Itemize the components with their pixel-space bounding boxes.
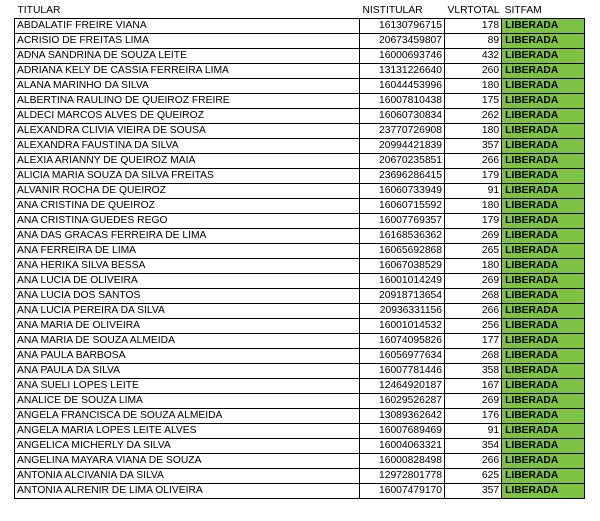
header-vlrtotal: VLRTOTAL	[447, 5, 500, 16]
spreadsheet	[14, 4, 585, 499]
cell-titular: ANA FERREIRA DE LIMA	[15, 244, 360, 259]
cell-sitfam: LIBERADA	[502, 244, 585, 259]
cell-sitfam: LIBERADA	[502, 424, 585, 439]
table-row	[15, 274, 585, 289]
cell-titular: ANA LUCIA DOS SANTOS	[15, 289, 360, 304]
table-row	[15, 49, 585, 64]
table-row	[15, 214, 585, 229]
cell-nistitular: 16001014532	[360, 319, 445, 334]
cell-titular: ANTONIA ALCIVANIA DA SILVA	[15, 469, 360, 484]
table-row	[15, 154, 585, 169]
cell-nistitular: 16067038529	[360, 259, 445, 274]
table-row	[15, 94, 585, 109]
cell-vlrtotal: 260	[445, 64, 502, 79]
cell-vlrtotal: 177	[445, 334, 502, 349]
table-row	[15, 184, 585, 199]
cell-sitfam: LIBERADA	[502, 349, 585, 364]
cell-sitfam: LIBERADA	[502, 49, 585, 64]
cell-titular: ALEXANDRA CLIVIA VIEIRA DE SOUSA	[15, 124, 360, 139]
cell-sitfam: LIBERADA	[502, 94, 585, 109]
table-row	[15, 259, 585, 274]
cell-nistitular: 16000828498	[360, 454, 445, 469]
cell-nistitular: 16007479170	[360, 484, 445, 499]
table-body	[15, 19, 585, 499]
cell-sitfam: LIBERADA	[502, 199, 585, 214]
table-row	[15, 304, 585, 319]
table-row	[15, 394, 585, 409]
cell-nistitular: 16056977634	[360, 349, 445, 364]
cell-nistitular: 16044453996	[360, 79, 445, 94]
cell-sitfam: LIBERADA	[502, 484, 585, 499]
cell-sitfam: LIBERADA	[502, 109, 585, 124]
cell-titular: ANA LUCIA PEREIRA DA SILVA	[15, 304, 360, 319]
cell-vlrtotal: 268	[445, 349, 502, 364]
cell-titular: ANA SUELI LOPES LEITE	[15, 379, 360, 394]
cell-titular: ANALICE DE SOUZA LIMA	[15, 394, 360, 409]
cell-titular: ANA MARIA DE OLIVEIRA	[15, 319, 360, 334]
table-row	[15, 199, 585, 214]
cell-sitfam: LIBERADA	[502, 469, 585, 484]
cell-nistitular: 16168536362	[360, 229, 445, 244]
cell-sitfam: LIBERADA	[502, 259, 585, 274]
cell-vlrtotal: 262	[445, 109, 502, 124]
cell-sitfam: LIBERADA	[502, 394, 585, 409]
cell-sitfam: LIBERADA	[502, 214, 585, 229]
cell-titular: ANGELICA MICHERLY DA SILVA	[15, 439, 360, 454]
cell-nistitular: 16060730834	[360, 109, 445, 124]
header-titular: TITULAR	[17, 5, 61, 16]
cell-nistitular: 12972801778	[360, 469, 445, 484]
cell-vlrtotal: 91	[445, 424, 502, 439]
table-row	[15, 364, 585, 379]
cell-vlrtotal: 357	[445, 139, 502, 154]
cell-titular: ACRISIO DE FREITAS LIMA	[15, 34, 360, 49]
cell-sitfam: LIBERADA	[502, 64, 585, 79]
cell-sitfam: LIBERADA	[502, 319, 585, 334]
cell-sitfam: LIBERADA	[502, 124, 585, 139]
cell-nistitular: 16007810438	[360, 94, 445, 109]
table-row	[15, 484, 585, 499]
cell-nistitular: 23696286415	[360, 169, 445, 184]
cell-titular: ANA CRISTINA GUEDES REGO	[15, 214, 360, 229]
cell-nistitular: 16060715592	[360, 199, 445, 214]
cell-vlrtotal: 625	[445, 469, 502, 484]
cell-titular: ANA LUCIA DE OLIVEIRA	[15, 274, 360, 289]
cell-titular: ANA DAS GRACAS FERREIRA DE LIMA	[15, 229, 360, 244]
cell-vlrtotal: 269	[445, 229, 502, 244]
cell-vlrtotal: 178	[445, 19, 502, 34]
cell-titular: ANGELA MARIA LOPES LEITE ALVES	[15, 424, 360, 439]
beneficiary-table	[14, 4, 585, 499]
cell-nistitular: 16007689469	[360, 424, 445, 439]
cell-vlrtotal: 176	[445, 409, 502, 424]
cell-titular: ALEXANDRA FAUSTINA DA SILVA	[15, 139, 360, 154]
cell-vlrtotal: 266	[445, 304, 502, 319]
cell-sitfam: LIBERADA	[502, 34, 585, 49]
cell-titular: ALEXIA ARIANNY DE QUEIROZ MAIA	[15, 154, 360, 169]
header-sitfam: SITFAM	[504, 5, 542, 16]
cell-vlrtotal: 167	[445, 379, 502, 394]
table-row	[15, 34, 585, 49]
cell-titular: ANTONIA ALRENIR DE LIMA OLIVEIRA	[15, 484, 360, 499]
cell-vlrtotal: 91	[445, 184, 502, 199]
table-row	[15, 169, 585, 184]
cell-sitfam: LIBERADA	[502, 19, 585, 34]
cell-titular: ADNA SANDRINA DE SOUZA LEITE	[15, 49, 360, 64]
table-row	[15, 454, 585, 469]
cell-titular: ANA PAULA DA SILVA	[15, 364, 360, 379]
cell-nistitular: 16060733949	[360, 184, 445, 199]
cell-nistitular: 16130796715	[360, 19, 445, 34]
cell-vlrtotal: 180	[445, 199, 502, 214]
table-row	[15, 79, 585, 94]
table-row	[15, 244, 585, 259]
table-row	[15, 124, 585, 139]
cell-vlrtotal: 89	[445, 34, 502, 49]
table-row	[15, 319, 585, 334]
cell-titular: ABDALATIF FREIRE VIANA	[15, 19, 360, 34]
cell-titular: ANA MARIA DE SOUZA ALMEIDA	[15, 334, 360, 349]
cell-titular: ANGELA FRANCISCA DE SOUZA ALMEIDA	[15, 409, 360, 424]
cell-nistitular: 20670235851	[360, 154, 445, 169]
table-row	[15, 109, 585, 124]
cell-sitfam: LIBERADA	[502, 229, 585, 244]
cell-sitfam: LIBERADA	[502, 334, 585, 349]
cell-vlrtotal: 180	[445, 259, 502, 274]
cell-sitfam: LIBERADA	[502, 379, 585, 394]
cell-titular: ANA CRISTINA DE QUEIROZ	[15, 199, 360, 214]
table-row	[15, 379, 585, 394]
cell-sitfam: LIBERADA	[502, 79, 585, 94]
cell-vlrtotal: 269	[445, 394, 502, 409]
table-row	[15, 64, 585, 79]
cell-nistitular: 16000693746	[360, 49, 445, 64]
table-row	[15, 289, 585, 304]
cell-sitfam: LIBERADA	[502, 139, 585, 154]
table-row	[15, 424, 585, 439]
cell-titular: ALBERTINA RAULINO DE QUEIROZ FREIRE	[15, 94, 360, 109]
table-row	[15, 439, 585, 454]
header-row	[15, 4, 585, 19]
cell-titular: ANA HERIKA SILVA BESSA	[15, 259, 360, 274]
cell-titular: ALDECI MARCOS ALVES DE QUEIROZ	[15, 109, 360, 124]
cell-vlrtotal: 175	[445, 94, 502, 109]
cell-nistitular: 16007769357	[360, 214, 445, 229]
cell-nistitular: 13089362642	[360, 409, 445, 424]
cell-vlrtotal: 432	[445, 49, 502, 64]
cell-sitfam: LIBERADA	[502, 154, 585, 169]
header-nistitular: NISTITULAR	[362, 5, 423, 16]
cell-nistitular: 20994421839	[360, 139, 445, 154]
cell-vlrtotal: 180	[445, 79, 502, 94]
cell-vlrtotal: 180	[445, 124, 502, 139]
cell-vlrtotal: 179	[445, 169, 502, 184]
cell-nistitular: 16029526287	[360, 394, 445, 409]
cell-sitfam: LIBERADA	[502, 169, 585, 184]
cell-vlrtotal: 357	[445, 484, 502, 499]
table-row	[15, 229, 585, 244]
cell-nistitular: 23770726908	[360, 124, 445, 139]
cell-vlrtotal: 268	[445, 289, 502, 304]
cell-titular: ALICIA MARIA SOUZA DA SILVA FREITAS	[15, 169, 360, 184]
cell-titular: ALVANIR ROCHA DE QUEIROZ	[15, 184, 360, 199]
cell-nistitular: 20918713654	[360, 289, 445, 304]
cell-titular: ANGELINA MAYARA VIANA DE SOUZA	[15, 454, 360, 469]
cell-nistitular: 16074095826	[360, 334, 445, 349]
cell-vlrtotal: 266	[445, 454, 502, 469]
cell-vlrtotal: 269	[445, 274, 502, 289]
cell-nistitular: 12464920187	[360, 379, 445, 394]
cell-sitfam: LIBERADA	[502, 184, 585, 199]
cell-vlrtotal: 265	[445, 244, 502, 259]
table-row	[15, 409, 585, 424]
cell-titular: ALANA MARINHO DA SILVA	[15, 79, 360, 94]
table-row	[15, 349, 585, 364]
table-row	[15, 334, 585, 349]
cell-sitfam: LIBERADA	[502, 304, 585, 319]
cell-nistitular: 20673459807	[360, 34, 445, 49]
cell-nistitular: 20936331156	[360, 304, 445, 319]
table-row	[15, 139, 585, 154]
cell-vlrtotal: 179	[445, 214, 502, 229]
cell-vlrtotal: 354	[445, 439, 502, 454]
cell-nistitular: 16001014249	[360, 274, 445, 289]
cell-sitfam: LIBERADA	[502, 364, 585, 379]
cell-nistitular: 16004063321	[360, 439, 445, 454]
table-row	[15, 19, 585, 34]
cell-nistitular: 16007781446	[360, 364, 445, 379]
cell-titular: ANA PAULA BARBOSA	[15, 349, 360, 364]
cell-vlrtotal: 266	[445, 154, 502, 169]
cell-nistitular: 16065692868	[360, 244, 445, 259]
cell-sitfam: LIBERADA	[502, 409, 585, 424]
cell-sitfam: LIBERADA	[502, 439, 585, 454]
cell-vlrtotal: 256	[445, 319, 502, 334]
cell-sitfam: LIBERADA	[502, 274, 585, 289]
table-row	[15, 469, 585, 484]
cell-nistitular: 13131226640	[360, 64, 445, 79]
cell-titular: ADRIANA KELY DE CASSIA FERREIRA LIMA	[15, 64, 360, 79]
cell-sitfam: LIBERADA	[502, 454, 585, 469]
cell-vlrtotal: 358	[445, 364, 502, 379]
cell-sitfam: LIBERADA	[502, 289, 585, 304]
